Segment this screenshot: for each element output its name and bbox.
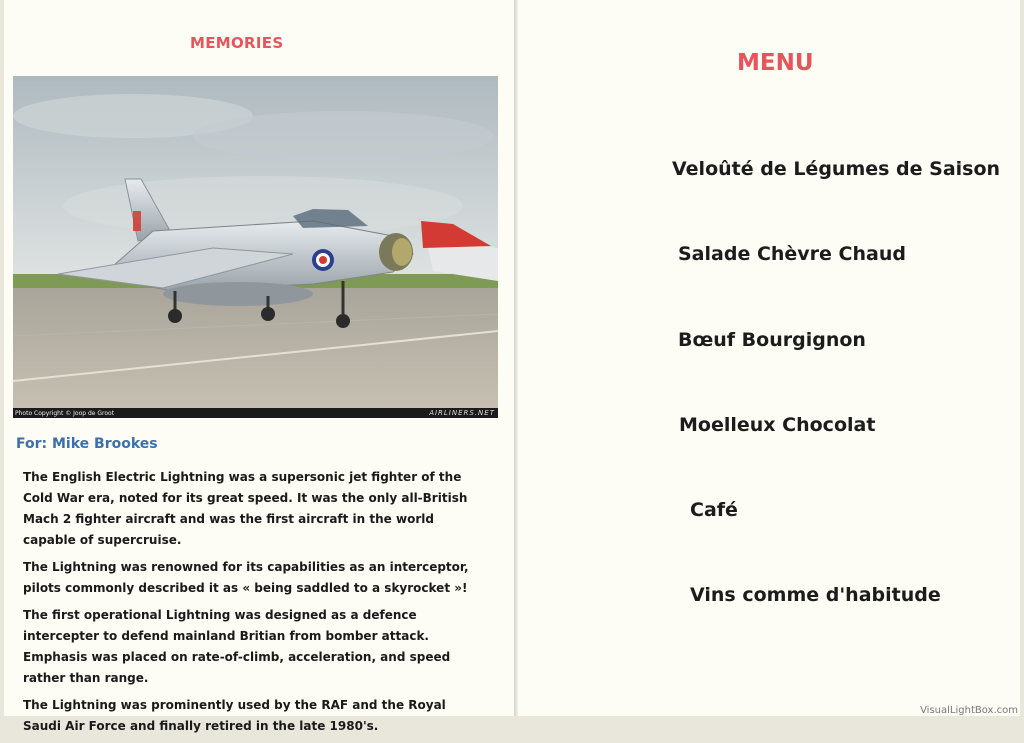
- menu-item-dessert: Moelleux Chocolat: [679, 414, 876, 436]
- menu-item-salad: Salade Chèvre Chaud: [678, 243, 906, 265]
- jet-illustration: [13, 76, 498, 418]
- paragraph: The first operational Lightning was designed as a defence intercepter to defend mainland Britian from bomber attack. Emphasis was placed on rate-of-climb, acceleration, and speed rather than range.: [23, 608, 451, 685]
- menu-title: MENU: [737, 50, 814, 76]
- right-page: [518, 0, 1020, 716]
- photo-source: AIRLINERS.NET: [429, 409, 495, 417]
- menu-item-soup: Veloûté de Légumes de Saison: [672, 158, 1001, 180]
- dedication-line: For: Mike Brookes: [16, 436, 158, 452]
- watermark-text: VisualLightBox.com: [920, 705, 1018, 716]
- menu-item-coffee: Café: [690, 499, 738, 521]
- memories-title: MEMORIES: [190, 34, 284, 52]
- lightning-photo: [13, 76, 498, 418]
- paragraph: The Lightning was prominently used by the RAF and the Royal Saudi Air Force and finally retired in the late 1980's.: [23, 698, 446, 733]
- paragraph: The English Electric Lightning was a supersonic jet fighter of the Cold War era, noted for its great speed. It was the only all-British Mach 2 fighter aircraft and was the first aircraft in the world capable of supercruise.: [23, 470, 468, 547]
- history-text: [23, 467, 483, 743]
- menu-item-main: Bœuf Bourgignon: [678, 329, 866, 351]
- menu-item-wine: Vins comme d'habitude: [690, 584, 941, 606]
- photo-credit: Photo Copyright © Joop de Groot: [15, 410, 115, 417]
- paragraph: The Lightning was renowned for its capabilities as an interceptor, pilots commonly described it as « being saddled to a skyrocket »!: [23, 560, 469, 595]
